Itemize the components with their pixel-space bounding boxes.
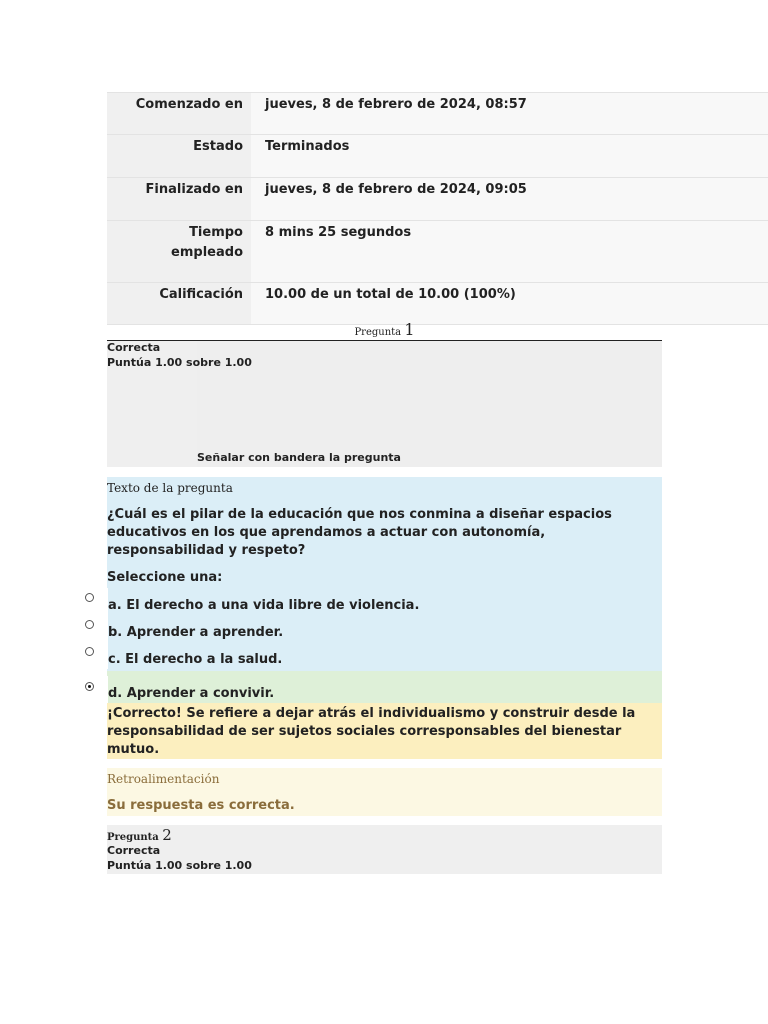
summary-row-grade (107, 283, 768, 325)
info-panel (197, 341, 662, 467)
summary-label (107, 221, 251, 282)
question-status: Correcta (107, 341, 161, 354)
summary-row-time-taken (107, 221, 768, 283)
question-status: Correcta (107, 844, 161, 857)
question-word: Pregunta (107, 832, 159, 843)
specific-feedback: ¡Correcto! Se refiere a dejar atrás el individualismo y construir desde la responsabilidad de ser sujetos sociales corresponsables del bienestar mutuo. (107, 703, 662, 759)
summary-row-started (107, 93, 768, 135)
question-1-heading (107, 320, 662, 341)
option-b-radio[interactable] (85, 620, 94, 629)
summary-label-line2: empleado (171, 245, 243, 260)
question-grade: Puntúa 1.00 sobre 1.00 (107, 356, 252, 369)
question-text-label: Texto de la pregunta (107, 481, 233, 495)
option-d-radio[interactable] (85, 682, 94, 691)
summary-label: Calificación (107, 283, 251, 324)
select-one-prompt: Seleccione una: (107, 570, 223, 585)
option-b-label[interactable]: b. Aprender a aprender. (108, 625, 284, 640)
attempt-summary-table (107, 92, 768, 325)
option-a-radio[interactable] (85, 593, 94, 602)
general-feedback-text: Su respuesta es correcta. (107, 798, 295, 813)
question-2-info (107, 825, 662, 874)
question-1-info (107, 341, 662, 467)
summary-label-line1: Tiempo (189, 225, 243, 240)
option-a-label[interactable]: a. El derecho a una vida libre de violencia. (108, 598, 420, 613)
option-c-label[interactable]: c. El derecho a la salud. (108, 652, 283, 667)
question-number: 2 (162, 826, 172, 844)
summary-label: Comenzado en (107, 93, 251, 134)
summary-value: 10.00 de un total de 10.00 (100%) (251, 283, 768, 324)
summary-label: Finalizado en (107, 178, 251, 220)
summary-label: Estado (107, 135, 251, 177)
feedback-label: Retroalimentación (107, 772, 220, 786)
summary-row-state (107, 135, 768, 178)
summary-row-finished (107, 178, 768, 221)
question-number: 1 (404, 320, 415, 339)
summary-value: jueves, 8 de febrero de 2024, 09:05 (251, 178, 768, 220)
flag-question-link[interactable]: Señalar con bandera la pregunta (197, 451, 401, 464)
summary-value: 8 mins 25 segundos (251, 221, 768, 282)
question-grade: Puntúa 1.00 sobre 1.00 (107, 859, 252, 872)
option-d-label[interactable]: d. Aprender a convivir. (108, 686, 275, 701)
option-c-radio[interactable] (85, 647, 94, 656)
general-feedback-box (107, 768, 662, 816)
summary-value: jueves, 8 de febrero de 2024, 08:57 (251, 93, 768, 134)
question-word: Pregunta (354, 327, 402, 338)
summary-value: Terminados (251, 135, 768, 177)
question-text: ¿Cuál es el pilar de la educación que nos conmina a diseñar espacios educativos en los que aprendamos a actuar con autonomía, responsabilidad y respeto? (107, 507, 612, 558)
